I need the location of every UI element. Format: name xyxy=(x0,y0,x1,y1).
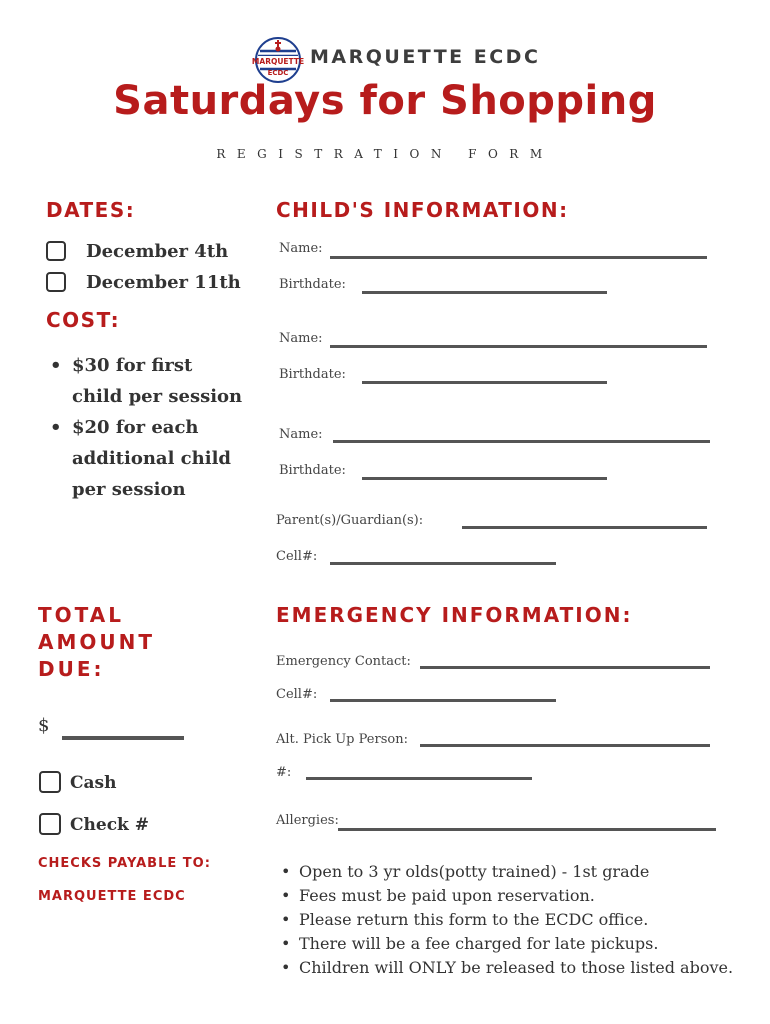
total-heading-line2: AMOUNT xyxy=(38,630,156,654)
alt-pickup-number-field[interactable] xyxy=(306,777,532,780)
parent-cell-label: Cell#: xyxy=(276,549,318,564)
child3-birthdate-label: Birthdate: xyxy=(279,463,346,478)
check-checkbox[interactable] xyxy=(39,813,61,835)
currency-symbol: $ xyxy=(38,715,50,736)
date-checkbox-dec11[interactable] xyxy=(46,272,66,292)
logo-text-marquette: MARQUETTE xyxy=(251,57,305,66)
date-checkbox-dec4[interactable] xyxy=(46,241,66,261)
organization-name: MARQUETTE ECDC xyxy=(310,46,541,68)
child3-name-field[interactable] xyxy=(333,440,710,443)
alt-pickup-label: Alt. Pick Up Person: xyxy=(276,732,408,747)
logo-text-ecdc: ECDC xyxy=(267,69,289,77)
child1-name-field[interactable] xyxy=(330,256,707,259)
checks-payable-to: MARQUETTE ECDC xyxy=(38,889,186,904)
child1-birthdate-field[interactable] xyxy=(362,291,607,294)
emergency-contact-label: Emergency Contact: xyxy=(276,654,411,669)
checks-payable-label: CHECKS PAYABLE TO: xyxy=(38,856,211,871)
note-item: • Fees must be paid upon reservation. xyxy=(276,884,746,908)
page-subtitle: REGISTRATION FORM xyxy=(216,147,554,161)
note-item: • There will be a fee charged for late pickups. xyxy=(276,932,746,956)
child2-birthdate-field[interactable] xyxy=(362,381,607,384)
allergies-label: Allergies: xyxy=(276,813,339,828)
child1-name-label: Name: xyxy=(279,241,323,256)
child2-name-field[interactable] xyxy=(330,345,707,348)
notes-list xyxy=(276,860,746,980)
note-item: • Children will ONLY be released to those listed above. xyxy=(276,956,746,980)
emergency-contact-field[interactable] xyxy=(420,666,710,669)
child2-birthdate-label: Birthdate: xyxy=(279,367,346,382)
child2-name-label: Name: xyxy=(279,331,323,346)
note-item: • Open to 3 yr olds(potty trained) - 1st grade xyxy=(276,860,746,884)
dates-heading: DATES: xyxy=(46,198,136,222)
cash-label: Cash xyxy=(70,773,117,793)
parent-guardian-label: Parent(s)/Guardian(s): xyxy=(276,513,424,528)
cost-item-additional-child: • $20 for each additional child per session xyxy=(48,412,248,505)
parent-cell-field[interactable] xyxy=(330,562,556,565)
cost-list xyxy=(48,350,248,505)
marquette-ecdc-logo xyxy=(251,37,305,83)
date-label-dec11: December 11th xyxy=(86,272,241,293)
emergency-heading: EMERGENCY INFORMATION: xyxy=(276,603,633,627)
alt-pickup-field[interactable] xyxy=(420,744,710,747)
parent-guardian-field[interactable] xyxy=(462,526,707,529)
alt-pickup-number-label: #: xyxy=(276,765,292,780)
child1-birthdate-label: Birthdate: xyxy=(279,277,346,292)
emergency-cell-label: Cell#: xyxy=(276,687,318,702)
total-amount-field[interactable] xyxy=(62,736,184,740)
cash-checkbox[interactable] xyxy=(39,771,61,793)
child3-birthdate-field[interactable] xyxy=(362,477,607,480)
total-heading-line1: TOTAL xyxy=(38,603,124,627)
child-info-heading: CHILD'S INFORMATION: xyxy=(276,198,569,222)
cost-item-first-child: • $30 for first child per session xyxy=(48,350,248,412)
date-label-dec4: December 4th xyxy=(86,241,229,262)
note-item: • Please return this form to the ECDC office. xyxy=(276,908,746,932)
total-heading-line3: DUE: xyxy=(38,657,105,681)
child3-name-label: Name: xyxy=(279,427,323,442)
page-title: Saturdays for Shopping xyxy=(113,78,657,124)
emergency-cell-field[interactable] xyxy=(330,699,556,702)
cost-heading: COST: xyxy=(46,308,121,332)
allergies-field[interactable] xyxy=(338,828,716,831)
check-label: Check # xyxy=(70,815,149,835)
